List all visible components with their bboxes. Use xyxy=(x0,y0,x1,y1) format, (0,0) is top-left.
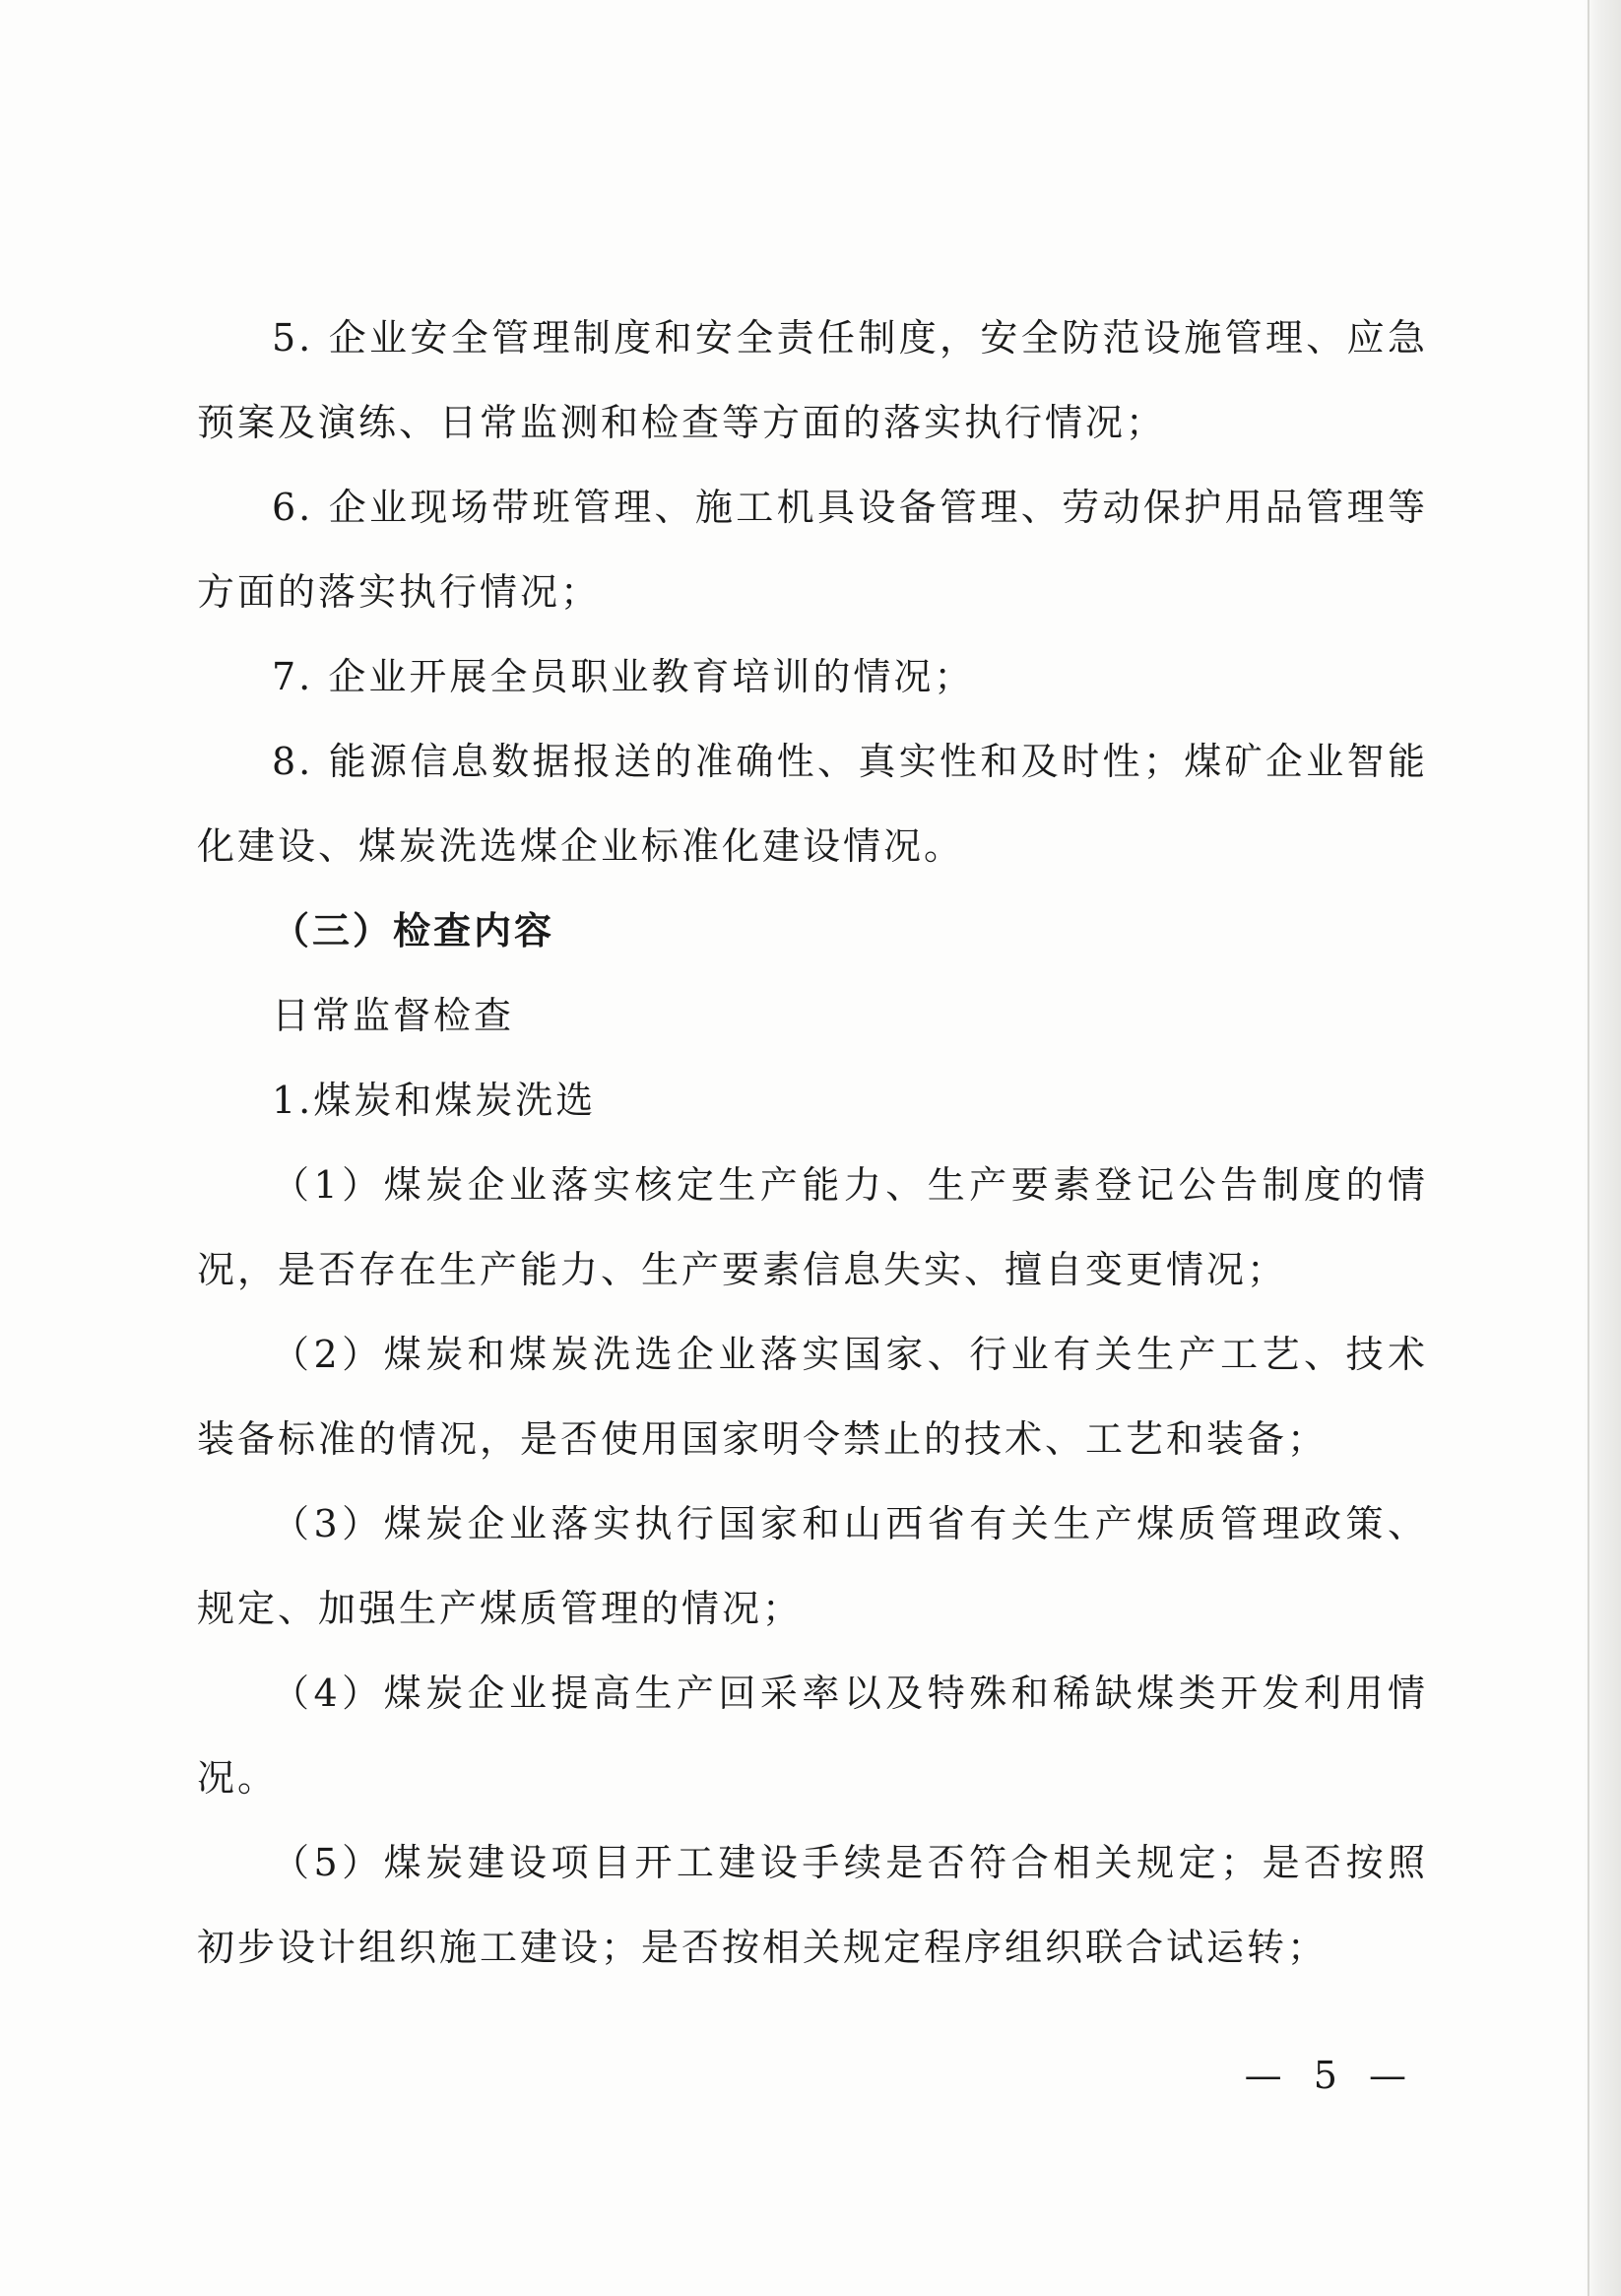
document-body xyxy=(197,295,1428,1990)
clause-5: （5）煤炭建设项目开工建设手续是否符合相关规定；是否按照初步设计组织施工建设；是否按相关规定程序组织联合试运转； xyxy=(197,1841,1428,1969)
clause-3: （3）煤炭企业落实执行国家和山西省有关生产煤质管理政策、规定、加强生产煤质管理的情况； xyxy=(197,1502,1428,1630)
clause-4: （4）煤炭企业提高生产回采率以及特殊和稀缺煤类开发利用情况。 xyxy=(197,1672,1428,1800)
category-title: 1.煤炭和煤炭洗选 xyxy=(272,1079,597,1122)
paragraph-item-6: 6. 企业现场带班管理、施工机具设备管理、劳动保护用品管理等方面的落实执行情况； xyxy=(197,486,1428,614)
page-number: — 5 — xyxy=(1244,2054,1416,2097)
clause-2: （2）煤炭和煤炭洗选企业落实国家、行业有关生产工艺、技术装备标准的情况，是否使用国家明令禁止的技术、工艺和装备； xyxy=(197,1333,1428,1461)
paragraph-item-7: 7. 企业开展全员职业教育培训的情况； xyxy=(272,655,975,698)
paragraph-item-5: 5. 企业安全管理制度和安全责任制度，安全防范设施管理、应急预案及演练、日常监测和检查等方面的落实执行情况； xyxy=(197,316,1428,444)
paragraph-item-8: 8. 能源信息数据报送的准确性、真实性和及时性；煤矿企业智能化建设、煤炭洗选煤企业标准化建设情况。 xyxy=(197,740,1428,868)
subsection-title: 日常监督检查 xyxy=(272,994,515,1037)
section-heading: （三）检查内容 xyxy=(272,909,555,952)
clause-1: （1）煤炭企业落实核定生产能力、生产要素登记公告制度的情况，是否存在生产能力、生产要素信息失实、擅自变更情况； xyxy=(197,1163,1428,1291)
scan-line xyxy=(1588,0,1589,2296)
